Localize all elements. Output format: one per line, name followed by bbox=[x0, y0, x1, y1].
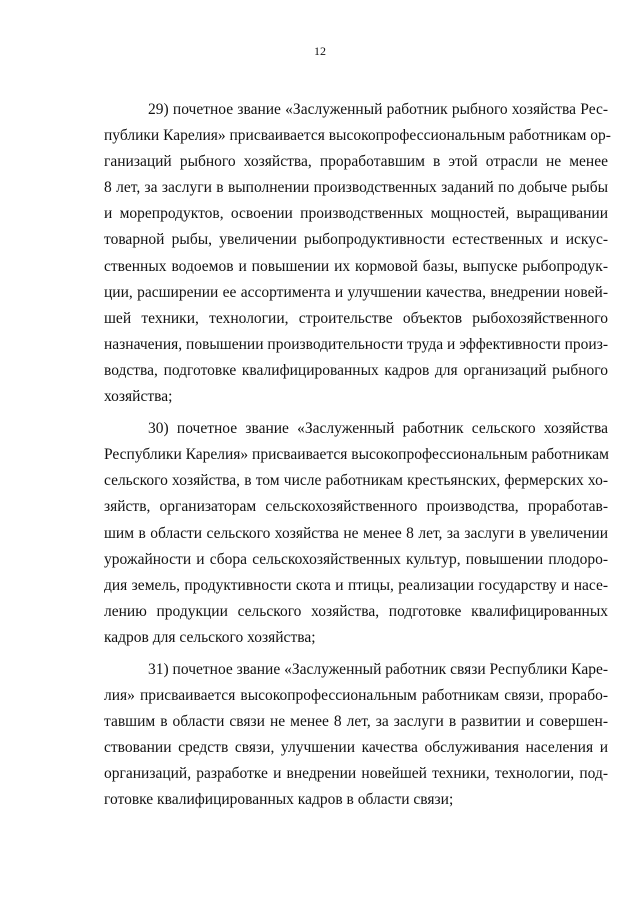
document-body bbox=[104, 97, 611, 814]
text-line: шей техники, технологии, строительстве объектов рыбохозяйственного bbox=[104, 309, 608, 327]
text-line: ствовании средств связи, улучшении качества обслуживания населения и bbox=[104, 739, 608, 757]
text-line: урожайности и сбора сельскохозяйственных культур, повышении плодоро- bbox=[104, 550, 608, 568]
text-line: 8 лет, за заслуги в выполнении производственных заданий по добыче рыбы bbox=[104, 179, 608, 197]
text-line: и морепродуктов, освоении производственных мощностей, выращивании bbox=[104, 205, 608, 223]
text-line: водства, подготовке квалифицированных кадров для организаций рыбного bbox=[104, 361, 608, 379]
text-line: 29) почетное звание «Заслуженный работник рыбного хозяйства Рес- bbox=[148, 101, 608, 118]
text-line: дия земель, продуктивности скота и птицы, реализации государству и насе- bbox=[104, 576, 608, 594]
paragraph-31 bbox=[104, 657, 608, 814]
text-line: ганизаций рыбного хозяйства, проработавшим в этой отрасли не менее bbox=[104, 153, 608, 171]
text-line: 31) почетное звание «Заслуженный работник связи Республики Каре- bbox=[148, 660, 608, 678]
text-line: тавшим в области связи не менее 8 лет, за заслуги в развитии и совершен- bbox=[104, 713, 608, 731]
paragraph-29 bbox=[104, 97, 611, 410]
text-line: хозяйства; bbox=[104, 388, 173, 406]
text-line: зяйств, организаторам сельскохозяйственного производства, проработав- bbox=[104, 498, 608, 516]
text-line: ции, расширении ее ассортимента и улучшении качества, внедрении новей- bbox=[104, 283, 608, 301]
text-line: организаций, разработке и внедрении новейшей техники, технологии, под- bbox=[104, 765, 608, 783]
text-line: товарной рыбы, увеличении рыбопродуктивности естественных и искус- bbox=[104, 231, 608, 249]
text-line: ственных водоемов и повышении их кормовой базы, выпуске рыбопродук- bbox=[104, 257, 608, 275]
text-line: сельского хозяйства, в том числе работникам крестьянских, фермерских хо- bbox=[104, 472, 608, 490]
text-line: назначения, повышении производительности труда и эффективности произ- bbox=[104, 335, 608, 353]
text-line: лению продукции сельского хозяйства, подготовке квалифицированных bbox=[104, 602, 608, 620]
page-number: 12 bbox=[314, 44, 326, 58]
text-line: кадров для сельского хозяйства; bbox=[104, 628, 316, 646]
text-line: Республики Карелия» присваивается высокопрофессиональным работникам bbox=[104, 446, 609, 464]
text-line: публики Карелия» присваивается высокопрофессиональным работникам ор- bbox=[104, 127, 611, 145]
text-line: шим в области сельского хозяйства не менее 8 лет, за заслуги в увеличении bbox=[104, 524, 608, 542]
text-line: готовке квалифицированных кадров в области связи; bbox=[104, 791, 454, 809]
paragraph-30 bbox=[104, 416, 608, 651]
text-line: лия» присваивается высокопрофессиональным работникам связи, прорабо- bbox=[104, 687, 608, 705]
text-line: 30) почетное звание «Заслуженный работник сельского хозяйства bbox=[148, 420, 608, 438]
